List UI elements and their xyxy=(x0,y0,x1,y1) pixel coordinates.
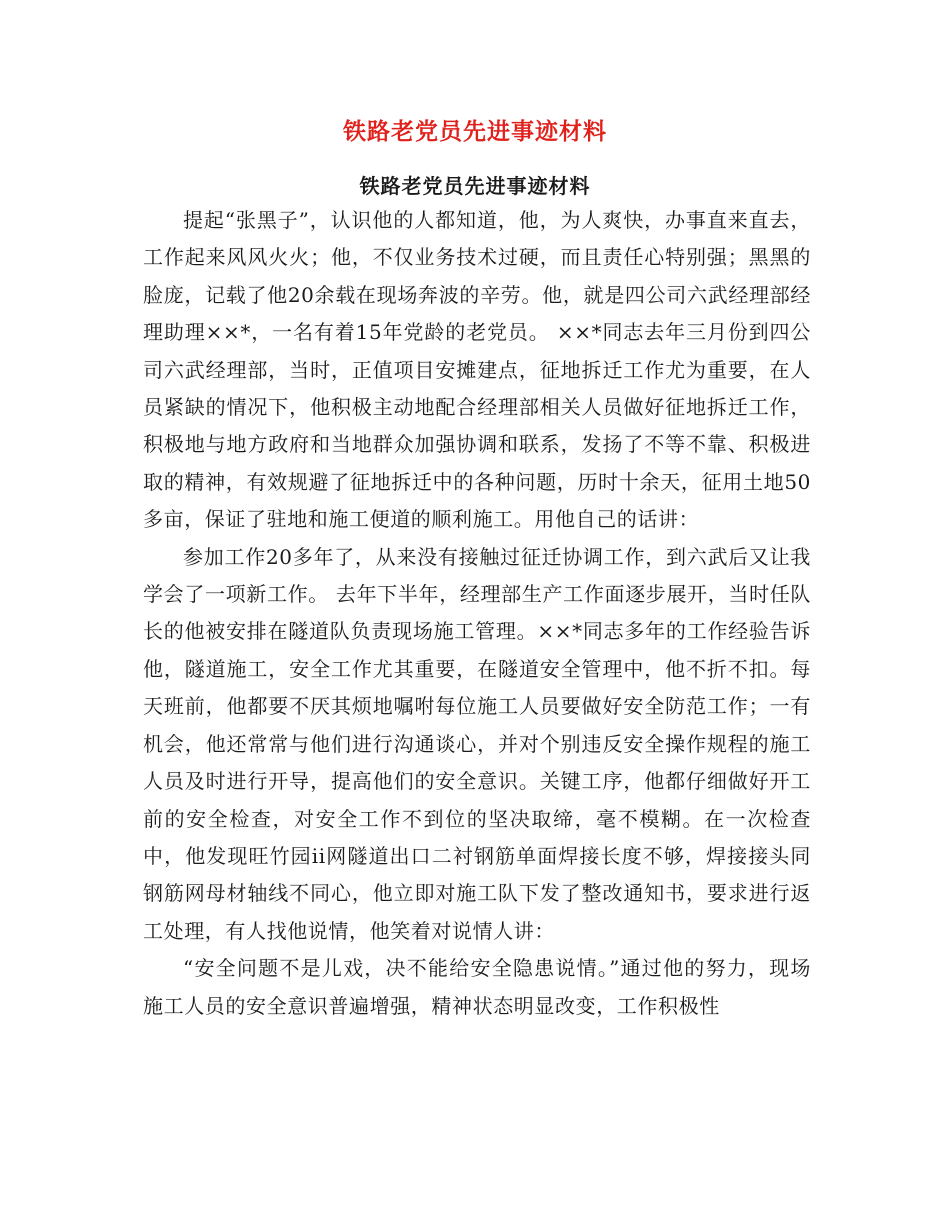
paragraph-1: 提起“张黑子”，认识他的人都知道，他，为人爽快，办事直来直去，工作起来风风火火；他，不仅业务技术过硬，而且责任心特别强；黑黑的脸庞，记载了他20余载在现场奔波的辛劳。他，就是四公司六武经理部经理助理××*，一名有着15年党龄的老党员。 ××*同志去年三月份到四公司六武经理部，当时，正值项目安摊建点，征地拆迁工作尤为重要，在人员紧缺的情况下，他积极主动地配合经理部相关人员做好征地拆迁工作，积极地与地方政府和当地群众加强协调和联系，发扬了不等不靠、积极进取的精神，有效规避了征地拆迁中的各种问题，历时十余天，征用土地50多亩，保证了驻地和施工便道的顺利施工。用他自己的话讲： xyxy=(143,208,811,532)
document-body xyxy=(143,202,811,1025)
paragraph-2: 参加工作20多年了，从来没有接触过征迁协调工作，到六武后又让我学会了一项新工作。 去年下半年，经理部生产工作面逐步展开，当时任队长的他被安排在隧道队负责现场施工管理。××*同志多年的工作经验告诉他，隧道施工，安全工作尤其重要，在隧道安全管理中，他不折不扣。每天班前，他都要不厌其烦地嘱咐每位施工人员要做好安全防范工作；一有机会，他还常常与他们进行沟通谈心，并对个别违反安全操作规程的施工人员及时进行开导，提高他们的安全意识。关键工序，他都仔细做好开工前的安全检查，对安全工作不到位的坚决取缔，毫不模糊。在一次检查中，他发现旺竹园ii网隧道出口二衬钢筋单面焊接长度不够，焊接接头同钢筋网母材轴线不同心，他立即对施工队下发了整改通知书，要求进行返工处理，有人找他说情，他笑着对说情人讲： xyxy=(143,544,811,943)
document-title: 铁路老党员先进事迹材料 xyxy=(343,118,607,145)
document-subtitle: 铁路老党员先进事迹材料 xyxy=(359,174,591,198)
paragraph-3: “安全问题不是儿戏，决不能给安全隐患说情。”通过他的努力，现场施工人员的安全意识普遍增强，精神状态明显改变，工作积极性 xyxy=(143,956,811,1018)
